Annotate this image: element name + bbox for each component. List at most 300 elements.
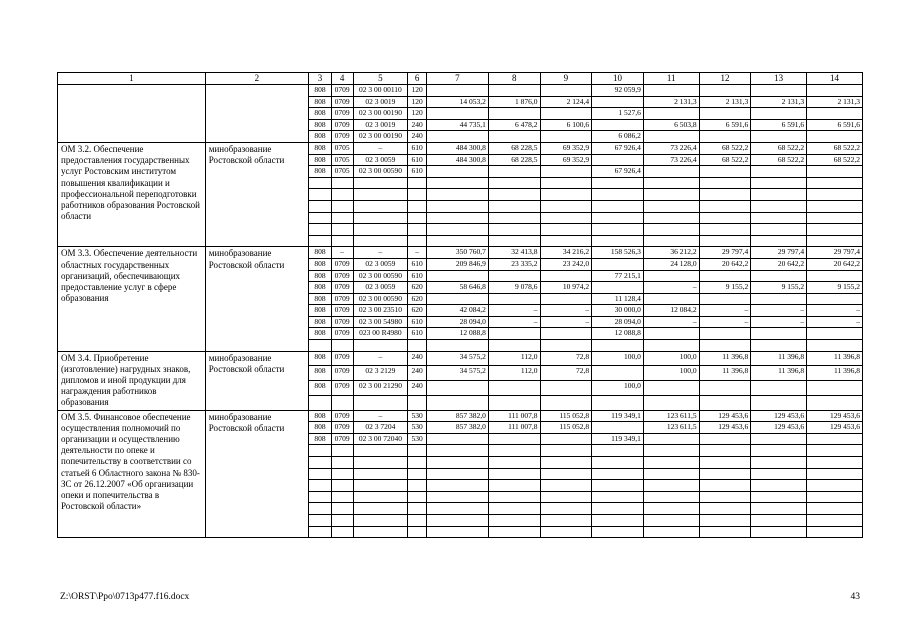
value-cell — [488, 85, 540, 97]
value-cell: 158 526,3 — [592, 247, 644, 259]
value-cell: 857 382,0 — [426, 422, 488, 434]
empty-value-cell — [699, 177, 751, 189]
executor-cell: минобразование Ростовской области — [205, 247, 308, 351]
value-cell: 1 527,6 — [592, 108, 644, 120]
value-cell: 29 797,4 — [751, 247, 807, 259]
empty-value-cell — [353, 515, 408, 527]
column-number-header: 1 — [58, 73, 206, 85]
value-cell: 808 — [309, 142, 332, 154]
empty-value-cell — [751, 235, 807, 247]
value-cell: 0709 — [331, 108, 353, 120]
value-cell: 68 522,2 — [807, 142, 863, 154]
value-cell — [540, 85, 592, 97]
empty-value-cell — [592, 515, 644, 527]
empty-value-cell — [353, 212, 408, 224]
value-cell: 30 000,0 — [592, 305, 644, 317]
empty-value-cell — [643, 491, 699, 503]
empty-value-cell — [807, 177, 863, 189]
measure-name-cell: ОМ 3.5. Финансовое обеспечение осуществления полномочий по организации и осуществлению деятельности по опеке и попечительству в соответствии со статьей 6 Областного закона № 830-ЗС от 26.12.2007 «Об организации опеки и попечительства в Ростовской области» — [58, 410, 206, 538]
empty-value-cell — [331, 395, 353, 410]
empty-value-cell — [751, 212, 807, 224]
empty-value-cell — [408, 224, 427, 236]
empty-value-cell — [807, 526, 863, 538]
empty-value-cell — [331, 468, 353, 480]
empty-value-cell — [426, 503, 488, 515]
empty-value-cell — [408, 457, 427, 469]
value-cell: 123 611,5 — [643, 410, 699, 422]
empty-value-cell — [353, 526, 408, 538]
value-cell: 119 349,1 — [592, 433, 644, 445]
column-number-header: 5 — [353, 73, 408, 85]
empty-value-cell — [488, 503, 540, 515]
value-cell: 0709 — [331, 119, 353, 131]
empty-value-cell — [309, 235, 332, 247]
empty-value-cell — [488, 235, 540, 247]
value-cell — [426, 270, 488, 282]
empty-value-cell — [540, 480, 592, 492]
empty-value-cell — [699, 224, 751, 236]
value-cell: 02 3 2129 — [353, 366, 408, 381]
value-cell: 0709 — [331, 293, 353, 305]
measure-name-cell: ОМ 3.3. Обеспечение деятельности областных государственных организаций, обеспечивающих предоставление услуг в сфере образования — [58, 247, 206, 351]
empty-value-cell — [309, 503, 332, 515]
empty-value-cell — [807, 235, 863, 247]
executor-cell: минобразование Ростовской области — [205, 142, 308, 246]
value-cell — [699, 381, 751, 396]
empty-value-cell — [353, 503, 408, 515]
value-cell — [592, 282, 644, 294]
value-cell: 02 3 00 00590 — [353, 270, 408, 282]
empty-value-cell — [807, 515, 863, 527]
column-number-header: 14 — [807, 73, 863, 85]
empty-value-cell — [699, 340, 751, 352]
empty-value-cell — [426, 200, 488, 212]
value-cell: 9 155,2 — [699, 282, 751, 294]
value-cell: 68 522,2 — [807, 154, 863, 166]
column-number-header: 6 — [408, 73, 427, 85]
empty-value-cell — [751, 189, 807, 201]
value-cell: – — [540, 305, 592, 317]
empty-value-cell — [699, 526, 751, 538]
value-cell — [540, 328, 592, 340]
value-cell — [751, 381, 807, 396]
empty-value-cell — [592, 468, 644, 480]
value-cell: 1 876,0 — [488, 96, 540, 108]
empty-value-cell — [807, 468, 863, 480]
empty-value-cell — [699, 445, 751, 457]
value-cell — [643, 85, 699, 97]
value-cell: 620 — [408, 293, 427, 305]
empty-value-cell — [592, 526, 644, 538]
value-cell: 9 155,2 — [807, 282, 863, 294]
column-number-header: 10 — [592, 73, 644, 85]
value-cell — [751, 270, 807, 282]
value-cell: 02 3 0019 — [353, 96, 408, 108]
empty-value-cell — [540, 457, 592, 469]
value-cell: 808 — [309, 366, 332, 381]
value-cell — [643, 270, 699, 282]
empty-value-cell — [699, 395, 751, 410]
empty-value-cell — [807, 457, 863, 469]
empty-value-cell — [408, 526, 427, 538]
value-cell — [751, 328, 807, 340]
value-cell: 02 3 00 00590 — [353, 166, 408, 178]
value-cell: 0709 — [331, 282, 353, 294]
empty-value-cell — [699, 503, 751, 515]
empty-value-cell — [408, 235, 427, 247]
value-cell: 240 — [408, 351, 427, 366]
value-cell — [699, 108, 751, 120]
value-cell — [643, 433, 699, 445]
table-row — [58, 351, 863, 366]
value-cell — [488, 131, 540, 143]
empty-value-cell — [751, 177, 807, 189]
value-cell: 530 — [408, 433, 427, 445]
empty-value-cell — [540, 189, 592, 201]
empty-value-cell — [699, 468, 751, 480]
value-cell: 2 131,3 — [699, 96, 751, 108]
value-cell — [540, 293, 592, 305]
value-cell — [540, 131, 592, 143]
value-cell: 29 797,4 — [807, 247, 863, 259]
empty-value-cell — [751, 491, 807, 503]
value-cell: 28 094,0 — [426, 316, 488, 328]
value-cell — [699, 433, 751, 445]
empty-value-cell — [353, 235, 408, 247]
empty-value-cell — [540, 177, 592, 189]
value-cell — [807, 381, 863, 396]
value-cell: 0709 — [331, 410, 353, 422]
empty-value-cell — [408, 340, 427, 352]
empty-value-cell — [643, 212, 699, 224]
empty-value-cell — [426, 177, 488, 189]
empty-value-cell — [592, 445, 644, 457]
empty-value-cell — [751, 395, 807, 410]
empty-value-cell — [331, 340, 353, 352]
value-cell: – — [699, 316, 751, 328]
value-cell: 0705 — [331, 166, 353, 178]
value-cell: 240 — [408, 366, 427, 381]
empty-value-cell — [309, 457, 332, 469]
empty-value-cell — [426, 515, 488, 527]
empty-value-cell — [488, 468, 540, 480]
empty-value-cell — [331, 224, 353, 236]
empty-value-cell — [331, 445, 353, 457]
value-cell: 115 052,8 — [540, 422, 592, 434]
value-cell: – — [540, 316, 592, 328]
value-cell: 610 — [408, 166, 427, 178]
value-cell: 68 228,5 — [488, 142, 540, 154]
value-cell: 100,0 — [643, 351, 699, 366]
value-cell: 610 — [408, 154, 427, 166]
empty-value-cell — [807, 491, 863, 503]
empty-value-cell — [592, 212, 644, 224]
value-cell: 100,0 — [643, 366, 699, 381]
measure-name-cell: ОМ 3.2. Обеспечение предоставления государственных услуг Ростовским институтом повышения квалификации и профессиональной переподготовки работников образования Ростовской области — [58, 142, 206, 246]
empty-value-cell — [408, 200, 427, 212]
value-cell: 24 128,0 — [643, 258, 699, 270]
empty-value-cell — [699, 200, 751, 212]
column-number-header: 7 — [426, 73, 488, 85]
empty-value-cell — [592, 224, 644, 236]
value-cell: 23 335,2 — [488, 258, 540, 270]
empty-value-cell — [699, 235, 751, 247]
empty-value-cell — [331, 491, 353, 503]
empty-value-cell — [408, 503, 427, 515]
empty-value-cell — [751, 340, 807, 352]
value-cell — [643, 108, 699, 120]
value-cell — [426, 381, 488, 396]
empty-value-cell — [751, 515, 807, 527]
value-cell: – — [488, 316, 540, 328]
value-cell: – — [751, 305, 807, 317]
empty-value-cell — [408, 480, 427, 492]
column-number-header: 8 — [488, 73, 540, 85]
empty-value-cell — [540, 491, 592, 503]
value-cell — [426, 85, 488, 97]
value-cell: 808 — [309, 247, 332, 259]
empty-value-cell — [353, 457, 408, 469]
empty-value-cell — [408, 515, 427, 527]
value-cell: 129 453,6 — [699, 410, 751, 422]
value-cell: 34 575,2 — [426, 366, 488, 381]
empty-value-cell — [488, 200, 540, 212]
empty-value-cell — [309, 189, 332, 201]
empty-value-cell — [643, 235, 699, 247]
empty-value-cell — [488, 457, 540, 469]
empty-value-cell — [488, 395, 540, 410]
empty-value-cell — [426, 468, 488, 480]
empty-value-cell — [540, 395, 592, 410]
value-cell: 530 — [408, 422, 427, 434]
empty-value-cell — [592, 503, 644, 515]
empty-value-cell — [426, 212, 488, 224]
value-cell: 20 642,2 — [807, 258, 863, 270]
value-cell — [426, 293, 488, 305]
value-cell: 12 088,8 — [592, 328, 644, 340]
value-cell: 100,0 — [592, 351, 644, 366]
empty-value-cell — [540, 468, 592, 480]
value-cell: – — [488, 305, 540, 317]
empty-value-cell — [353, 189, 408, 201]
value-cell — [699, 85, 751, 97]
value-cell: – — [699, 305, 751, 317]
value-cell: 112,0 — [488, 351, 540, 366]
value-cell: 0709 — [331, 270, 353, 282]
value-cell: 11 396,8 — [699, 351, 751, 366]
empty-value-cell — [643, 468, 699, 480]
value-cell: 808 — [309, 154, 332, 166]
value-cell: 2 124,4 — [540, 96, 592, 108]
value-cell — [592, 366, 644, 381]
value-cell: 240 — [408, 119, 427, 131]
empty-value-cell — [488, 224, 540, 236]
value-cell: 02 3 00 72040 — [353, 433, 408, 445]
value-cell — [426, 108, 488, 120]
value-cell: – — [331, 247, 353, 259]
value-cell: 129 453,6 — [751, 422, 807, 434]
empty-value-cell — [807, 445, 863, 457]
empty-value-cell — [540, 200, 592, 212]
value-cell — [699, 328, 751, 340]
value-cell: 240 — [408, 131, 427, 143]
empty-value-cell — [353, 491, 408, 503]
empty-value-cell — [751, 526, 807, 538]
value-cell — [426, 131, 488, 143]
value-cell: 120 — [408, 85, 427, 97]
empty-value-cell — [488, 491, 540, 503]
empty-value-cell — [426, 526, 488, 538]
value-cell: 0709 — [331, 433, 353, 445]
empty-value-cell — [331, 212, 353, 224]
value-cell: 115 052,8 — [540, 410, 592, 422]
empty-value-cell — [309, 480, 332, 492]
value-cell: 808 — [309, 410, 332, 422]
value-cell: – — [643, 316, 699, 328]
value-cell: 857 382,0 — [426, 410, 488, 422]
value-cell — [751, 293, 807, 305]
value-cell: 2 131,3 — [643, 96, 699, 108]
empty-value-cell — [643, 200, 699, 212]
empty-value-cell — [426, 235, 488, 247]
value-cell: 11 396,8 — [751, 351, 807, 366]
measure-name-cell — [58, 85, 206, 143]
empty-value-cell — [488, 189, 540, 201]
value-cell: 36 212,2 — [643, 247, 699, 259]
value-cell: 112,0 — [488, 366, 540, 381]
empty-value-cell — [643, 445, 699, 457]
value-cell: 68 522,2 — [751, 142, 807, 154]
budget-table — [57, 72, 863, 538]
value-cell — [643, 166, 699, 178]
empty-value-cell — [751, 503, 807, 515]
value-cell: 02 3 0019 — [353, 119, 408, 131]
value-cell: 808 — [309, 119, 332, 131]
value-cell: 808 — [309, 293, 332, 305]
value-cell — [751, 166, 807, 178]
value-cell — [807, 328, 863, 340]
value-cell: 119 349,1 — [592, 410, 644, 422]
value-cell: 77 215,1 — [592, 270, 644, 282]
value-cell — [592, 154, 644, 166]
empty-value-cell — [426, 340, 488, 352]
empty-value-cell — [807, 200, 863, 212]
value-cell — [592, 96, 644, 108]
value-cell: 808 — [309, 351, 332, 366]
empty-value-cell — [408, 177, 427, 189]
value-cell: 620 — [408, 305, 427, 317]
empty-value-cell — [309, 445, 332, 457]
value-cell: 11 396,8 — [699, 366, 751, 381]
executor-cell: минобразование Ростовской области — [205, 351, 308, 410]
empty-value-cell — [426, 224, 488, 236]
value-cell: – — [353, 351, 408, 366]
empty-value-cell — [643, 189, 699, 201]
value-cell: 808 — [309, 108, 332, 120]
value-cell: 6 591,6 — [807, 119, 863, 131]
empty-value-cell — [643, 340, 699, 352]
value-cell: 92 059,9 — [592, 85, 644, 97]
empty-value-cell — [309, 200, 332, 212]
value-cell: 610 — [408, 328, 427, 340]
value-cell — [488, 433, 540, 445]
column-number-header: 2 — [205, 73, 308, 85]
value-cell: 129 453,6 — [807, 410, 863, 422]
empty-value-cell — [592, 177, 644, 189]
value-cell — [592, 119, 644, 131]
value-cell: 02 3 0059 — [353, 258, 408, 270]
empty-value-cell — [807, 224, 863, 236]
value-cell: – — [408, 247, 427, 259]
empty-value-cell — [426, 491, 488, 503]
value-cell: – — [353, 247, 408, 259]
value-cell: 240 — [408, 381, 427, 396]
empty-value-cell — [488, 515, 540, 527]
value-cell — [807, 270, 863, 282]
empty-value-cell — [751, 200, 807, 212]
value-cell: 023 00 R4980 — [353, 328, 408, 340]
value-cell: 808 — [309, 305, 332, 317]
empty-value-cell — [592, 200, 644, 212]
value-cell — [592, 258, 644, 270]
value-cell — [807, 131, 863, 143]
empty-value-cell — [353, 224, 408, 236]
value-cell: 02 3 00 21290 — [353, 381, 408, 396]
value-cell: 808 — [309, 316, 332, 328]
empty-value-cell — [751, 468, 807, 480]
empty-value-cell — [408, 468, 427, 480]
value-cell: 0709 — [331, 131, 353, 143]
value-cell — [807, 433, 863, 445]
value-cell: 808 — [309, 433, 332, 445]
empty-value-cell — [309, 468, 332, 480]
empty-value-cell — [807, 503, 863, 515]
empty-value-cell — [488, 445, 540, 457]
value-cell: 23 242,0 — [540, 258, 592, 270]
value-cell: 58 646,8 — [426, 282, 488, 294]
value-cell: 129 453,6 — [807, 422, 863, 434]
empty-value-cell — [331, 526, 353, 538]
value-cell — [488, 328, 540, 340]
value-cell: 10 974,2 — [540, 282, 592, 294]
empty-value-cell — [643, 457, 699, 469]
value-cell: 808 — [309, 270, 332, 282]
table-body — [58, 73, 863, 538]
empty-value-cell — [426, 480, 488, 492]
empty-value-cell — [353, 445, 408, 457]
empty-value-cell — [540, 212, 592, 224]
column-number-header: 11 — [643, 73, 699, 85]
value-cell: 808 — [309, 258, 332, 270]
empty-value-cell — [353, 340, 408, 352]
value-cell: 209 846,9 — [426, 258, 488, 270]
page-number: 43 — [850, 592, 860, 602]
empty-value-cell — [807, 189, 863, 201]
value-cell: 111 007,8 — [488, 410, 540, 422]
empty-value-cell — [699, 491, 751, 503]
value-cell: 808 — [309, 166, 332, 178]
empty-value-cell — [309, 515, 332, 527]
value-cell: 2 131,3 — [751, 96, 807, 108]
empty-value-cell — [488, 212, 540, 224]
value-cell: – — [807, 316, 863, 328]
value-cell: 12 088,8 — [426, 328, 488, 340]
value-cell: 610 — [408, 316, 427, 328]
empty-value-cell — [699, 480, 751, 492]
value-cell: 73 226,4 — [643, 142, 699, 154]
value-cell: 34 216,2 — [540, 247, 592, 259]
value-cell — [807, 166, 863, 178]
